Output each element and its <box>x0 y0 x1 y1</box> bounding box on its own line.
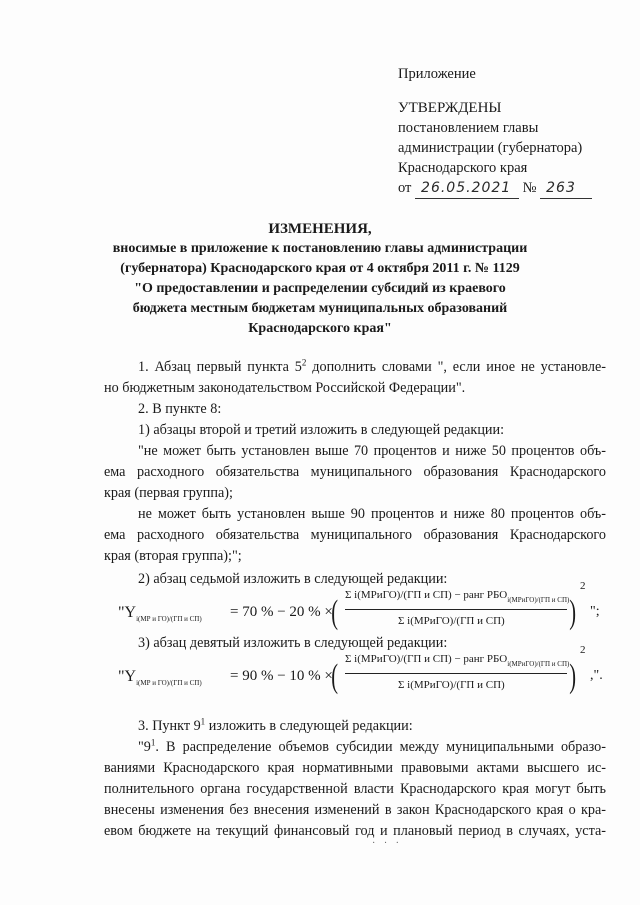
number-prefix: № <box>522 180 537 196</box>
formula-2-tail: ,". <box>590 668 603 683</box>
approval-date-row <box>398 178 592 199</box>
quote-1-line-3: края (первая группа); <box>104 485 233 501</box>
formula-2-expr: = 90 % − 10 % × <box>230 668 333 684</box>
para-3: 3. Пункт $9^1$ изложить в следующей редакции: <box>138 716 413 734</box>
quote-2-line-3: края (вторая группа);"; <box>104 548 242 564</box>
formula-1-paren-left: ( <box>331 594 339 631</box>
para-3-quote-line-2: ваниями Краснодарского края нормативными правовыми актами высшего ис- <box>104 760 606 776</box>
para-3-quote-line-1: "$9^1$. В распределение объемов субсидии между муниципальными образо- <box>138 737 606 755</box>
doc-title: ИЗМЕНЕНИЯ, <box>268 221 372 237</box>
formula-1-tail: "; <box>590 604 600 619</box>
approved-heading: УТВЕРЖДЕНЫ <box>398 100 502 116</box>
quote-1-line-1: "не может быть установлен выше 70 процентов и ниже 50 процентов объ- <box>138 443 606 459</box>
title-line-1: вносимые в приложение к постановлению главы администрации <box>112 241 528 256</box>
title-line-2: (губернатора) Краснодарского края от 4 октября 2011 г. № 1129 <box>120 261 520 276</box>
page-continuation-dots: · · · <box>372 838 402 849</box>
quote-1-line-2: ема расходного обязательства муниципального образования Краснодарского <box>104 464 606 480</box>
approval-line-3: Краснодарского края <box>398 160 528 176</box>
formula-1-exponent: 2 <box>580 580 586 592</box>
para-2-item-2: 2) абзац седьмой изложить в следующей редакции: <box>138 571 448 587</box>
formula-1-numerator: Σ i(МРиГО)/(ГП и СП) − ранг $РБО_{i(МРиГО)/(ГП и СП)}$ <box>345 589 570 604</box>
title-line-3: "О предоставлении и распределении субсидий из краевого <box>134 281 506 296</box>
formula-1-expr: = 70 % − 20 % × <box>230 604 333 620</box>
formula-2-exponent: 2 <box>580 644 586 656</box>
para-3-quote-line-4: внесены изменения без внесения изменений в закон Краснодарского края о кра- <box>104 802 606 818</box>
handwritten-number: 263 <box>540 178 592 199</box>
para-1-line-1: 1. Абзац первый пункта $5^2$ дополнить словами ", если иное не установле- <box>138 357 606 375</box>
appendix-label: Приложение <box>398 66 476 82</box>
formula-1-paren-right: ) <box>569 594 577 631</box>
date-prefix: от <box>398 180 412 196</box>
quote-2-line-2: ема расходного обязательства муниципального образования Краснодарского <box>104 527 606 543</box>
para-2-item-1: 1) абзацы второй и третий изложить в следующей редакции: <box>138 422 505 438</box>
quote-2-line-1: не может быть установлен выше 90 процентов и ниже 80 процентов объ- <box>138 506 606 522</box>
formula-1-fraction-bar <box>345 609 567 610</box>
para-3-quote-line-5: евом бюджете на текущий финансовый год и плановый период в случаях, уста- <box>104 823 606 839</box>
para-1-line-2: но бюджетным законодательством Российской Федерации". <box>104 380 466 396</box>
formula-1-denominator: Σ i(МРиГО)/(ГП и СП) <box>398 615 505 627</box>
para-3-quote-line-3: полнительного органа государственной власти Краснодарского края могут быть <box>104 781 606 797</box>
formula-2-denominator: Σ i(МРиГО)/(ГП и СП) <box>398 679 505 691</box>
formula-2-lhs: "$Y_{i(МР и ГО)/(ГП и СП)}$ <box>118 668 202 687</box>
formula-2-fraction-bar <box>345 673 567 674</box>
para-2: 2. В пункте 8: <box>138 401 222 417</box>
approval-line-1: постановлением главы <box>398 120 539 136</box>
formula-2-paren-right: ) <box>569 658 577 695</box>
formula-1-lhs: "$Y_{i(МР и ГО)/(ГП и СП)}$ <box>118 604 202 623</box>
formula-2-numerator: Σ i(МРиГО)/(ГП и СП) − ранг $РБО_{i(МРиГО)/(ГП и СП)}$ <box>345 653 570 668</box>
approval-line-2: администрации (губернатора) <box>398 140 583 156</box>
formula-2-paren-left: ( <box>331 658 339 695</box>
handwritten-date: 26.05.2021 <box>415 178 519 199</box>
title-line-4: бюджета местным бюджетам муниципальных образований <box>132 301 508 316</box>
title-line-5: Краснодарского края" <box>248 321 392 336</box>
para-2-item-3: 3) абзац девятый изложить в следующей редакции: <box>138 635 448 651</box>
